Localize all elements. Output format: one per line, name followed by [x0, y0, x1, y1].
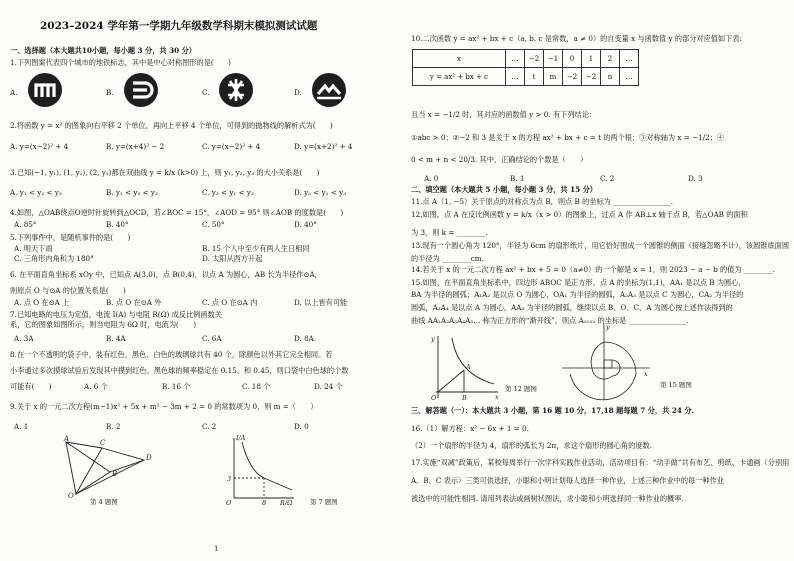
question-8-cont: 小李通过多次摸球试验后发现其中摸到红色、黑色球的频率稳定在 0.15、和 0.45，则口袋中白色球的个数: [10, 366, 349, 375]
question-8: 8.在一个不透明的袋子中，装有红色、黑色、白色的玻璃球共有 40 个，除颜色以外其它完全相同。若: [10, 350, 333, 359]
figure-15-caption: 第 15 题图: [660, 381, 692, 389]
figure-4-caption: 第 4 题图: [90, 498, 118, 506]
q5-option-c: C. 三角形内角和为 180°: [14, 254, 94, 263]
table-cell: …: [506, 68, 525, 86]
page-title: 2023–2024 学年第一学期九年级数学科期末模拟测试试题: [40, 20, 318, 32]
q5-option-a: A. 明天下雨: [14, 244, 53, 253]
q8-option-a: A. 6 个: [84, 382, 108, 391]
section-3-heading: 三、解答题（一）：本大题共 3 小题，第 16 题 10 分，17,18 题每题 7 分，共 24 分.: [411, 406, 695, 415]
table-row: [413, 68, 639, 86]
fig12-origin: O: [431, 394, 437, 402]
q1-option-a: A.: [10, 88, 18, 97]
question-7: 7.已知电路的电压为定值，电流 I(A) 与电阻 R(Ω) 成反比例函数关: [10, 310, 222, 319]
question-10-statements: ①abc > 0；②−2 和 3 是关于 x 的方程 ax² + bx + c = t 的两个根；③对称轴为 x = −1/2；④: [411, 133, 725, 142]
question-8-cont2: 可能有( ): [10, 382, 52, 391]
question-11: 11.点 A（1, −5）关于原点的对称点为点 B，则点 B 的坐标为 ________________.: [411, 197, 673, 206]
fig12-y-label: y: [431, 335, 435, 343]
table-cell: n: [601, 68, 620, 86]
question-17-cont: A、B、C 表示）三类可供选择，小聪和小明计划每人选择一种作业，上述三种作业中的每一种作业: [411, 476, 724, 485]
q3-option-a: A. y₁ < y₂ < y₃: [10, 188, 62, 197]
q3-option-d: D. y₂ < y₁ < y₃: [294, 188, 347, 197]
metro-logo-c-icon: [219, 73, 253, 107]
fig12-x-label: x: [495, 393, 499, 401]
fig4-label-a: A: [64, 435, 70, 443]
table-row: [413, 50, 639, 68]
question-2: 2.将函数 y = x² 的图象向右平移 2 个单位，再向上平移 4 个单位，可得到的抛物线的解析式为( ): [10, 121, 333, 130]
fig4-label-o: O: [68, 492, 74, 500]
figure-7-graph: [222, 434, 298, 506]
fig12-label-b: B: [462, 394, 467, 402]
q2-option-a: A. y=(x−2)² + 4: [10, 142, 69, 151]
q4-option-d: D. 40°: [294, 220, 317, 229]
fig12-label-a: A: [466, 363, 471, 371]
question-9: 9.关于 x 的一元二次方程(m−1)x² + 5x + m² − 3m + 2 = 0 的常数项为 0，则 m =（ ）: [10, 402, 318, 411]
q8-option-d: D. 24 个: [314, 382, 343, 391]
q1-option-b: B.: [106, 88, 114, 97]
q3-option-c: C. y₃ < y₁ < y₂: [202, 188, 254, 197]
fig4-label-b: B: [112, 470, 118, 478]
metro-logo-a-icon: [28, 73, 62, 107]
figure-12-graph: [428, 334, 502, 402]
table-cell: t: [525, 68, 544, 86]
q10-option-b: B. 1: [510, 174, 525, 183]
section-1-heading: 一、选择题（本大题共10小题，每小题 3 分，共 30 分）: [10, 46, 196, 55]
question-14: 14.若关于 x 的一元二次方程 ax² + bx + 5 = 0（a≠0）的一个解是 x = 1，则 2023 − a − b 的值为 ________.: [411, 265, 775, 274]
question-15: 15.如图，在平面直角坐标系中，四边形 ABOC 是正方形，点 A 的坐标为(1,1)，AA₁ 是以点 B 为圆心，: [411, 278, 746, 287]
question-17-cont2: 被选中的可能性相同. 请用列表法或画树状图法，求小聪和小明选择同一种作业的概率.: [411, 494, 684, 503]
figure-12-caption: 第 12 题图: [505, 385, 537, 393]
q9-option-d: D. 0: [294, 422, 309, 431]
q4-option-c: C. 50°: [202, 220, 225, 229]
table-cell: 1: [582, 50, 601, 68]
q5-option-b: B. 15 个人中至少有两人生日相同: [202, 244, 310, 253]
question-13: 13.现有一个圆心角为 120°，半径为 6cm 的扇形纸片，用它恰好围成一个圆锥的侧面（接缝忽略不计），该圆锥底面圆: [411, 241, 790, 250]
table-cell: m: [544, 68, 563, 86]
question-13-cont: 的半径为 ________cm.: [411, 254, 484, 263]
table-cell: …: [620, 50, 639, 68]
q9-option-a: A. 1: [14, 422, 29, 431]
fig7-origin: O: [226, 499, 232, 506]
q5-option-d: D. 太阳从西方升起: [202, 254, 263, 263]
table-cell: 0: [563, 50, 582, 68]
page-number: 1: [214, 545, 219, 553]
q7-option-d: D. 8A: [294, 334, 314, 343]
fig7-tick-3: 3: [227, 475, 232, 483]
q6-option-a: A. 点 O 在⊙A 上: [14, 298, 70, 307]
q10-option-c: C. 2: [600, 174, 615, 183]
table-cell: −2: [525, 50, 544, 68]
q2-option-c: C. y=(x−2)² + 4: [202, 142, 261, 151]
fig4-label-c: C: [100, 439, 106, 447]
question-7-cont: 系，它的图象如图所示，则当电阻为 6Ω 时，电流为( ): [10, 320, 197, 329]
q7-option-c: C. 6A: [202, 334, 222, 343]
question-17: 17.实施“双减”政策后，某校每周举行一次学科实践作业活动，活动项目有：“动手做”共有布艺、剪纸、卡通画（分别用: [411, 458, 790, 467]
table-cell: x: [413, 50, 506, 68]
q7-option-b: B. 4A: [106, 334, 126, 343]
question-10-cont: 且当 x = −1/2 时，其对应的函数值 y > 0. 有下列结论：: [411, 110, 597, 119]
q2-option-d: D. y=(x+2)² + 4: [294, 142, 353, 151]
q9-option-b: B. 2: [106, 422, 121, 431]
question-10: 10.二次函数 y = ax² + bx + c（a, b, c 是常数，a ≠ 0）的自变量 x 与函数值 y 的部分对应值如下表:: [411, 34, 742, 43]
table-cell: …: [620, 68, 639, 86]
fig7-x-label: R/Ω: [280, 499, 293, 506]
question-6: 6. 在平面直角坐标系 xOy 中，已知点 A(3,0)，点 B(0,4)，以点 A 为圆心，AB 长为半径作⊙A，: [10, 270, 322, 279]
fig15-y-label: y: [606, 323, 610, 331]
question-12: 12.如图，点 A 在反比例函数 y = k/x（x > 0）的图象上，过点 A 作 AB⊥x 轴于点 B，若△OAB 的面积: [411, 210, 748, 219]
figure-15-involute: [560, 322, 652, 402]
section-2-heading: 二、填空题（本大题共 5 小题，每小题 3 分，共 15 分）: [411, 185, 597, 194]
question-10-cont2: 0 < m + n < 20/3. 其中，正确结论的个数是（ ）: [411, 155, 588, 164]
table-cell: y = ax² + bx + c: [413, 68, 506, 86]
metro-logo-d-icon: [312, 73, 346, 107]
q10-option-a: A. 0: [424, 174, 439, 183]
q9-option-c: C. 2: [202, 422, 217, 431]
question-15-cont3: 曲线 AA₁A₂A₃A₄A₅… 称为正方形的“渐开线”，则点 A₂₀₂₃ 的坐标是 ________________.: [411, 316, 689, 325]
q4-option-a: A. 85°: [14, 220, 37, 229]
table-cell: −1: [544, 50, 563, 68]
figure-7-caption: 第 7 题图: [310, 498, 338, 506]
figure-4-triangles: [62, 434, 152, 500]
question-15-cont2: 圆弧，A₃A₄ 是以点 A 为圆心，AA₃ 为半径的圆弧，继续以点 B、O、C、A 为圆心按上述作法得到的: [411, 303, 733, 312]
q1-option-d: D.: [294, 88, 302, 97]
question-16: 16.（1）解方程：x² − 6x + 1 = 0.: [411, 424, 529, 433]
fig4-label-d: D: [146, 454, 152, 462]
q7-option-a: A. 3A: [14, 334, 34, 343]
q6-option-c: C. 点 O 在⊙A 内: [202, 298, 258, 307]
question-1: 1.下列图案代表四个城市的地铁标志，其中是中心对称图形的是( ): [10, 58, 231, 67]
q6-option-b: B. 点 O 在⊙A 外: [106, 298, 162, 307]
table-cell: −2: [582, 68, 601, 86]
question-6-cont: 则原点 O 与⊙A 的位置关系是( ): [10, 286, 126, 295]
q10-option-d: D. 3: [688, 174, 703, 183]
q2-option-b: B. y=(x+4)² − 2: [106, 142, 165, 151]
value-table: [412, 49, 639, 86]
q6-option-d: D. 以上皆有可能: [294, 298, 348, 307]
q3-option-b: B. y₁ < y₃ < y₂: [106, 188, 158, 197]
table-cell: …: [506, 50, 525, 68]
fig15-x-label: x: [644, 370, 648, 378]
question-4: 4.如图，△OAB绕点O逆时针旋转到△OCD，若∠BOC = 15°，∠AOD = 95° 则∠AOB 的度数是( ): [10, 208, 344, 217]
q8-option-c: C. 18 个: [242, 382, 271, 391]
question-3: 3.已知(−1, y₁), (1, y₂), (2, y₃)都在双曲线 y = k/x (k>0) 上，则 y₁, y₂, y₃ 的大小关系是( ): [10, 168, 320, 177]
question-15-cont: BA 为半径的圆弧；A₁A₂ 是以点 O 为圆心，OA₁ 为半径的圆弧，A₂A₃ 是以点 C 为圆心，CA₂ 为半径的: [411, 290, 744, 299]
q4-option-b: B. 40°: [106, 220, 129, 229]
question-12-cont: 为 3，则 k = ________.: [411, 228, 488, 237]
fig7-y-label: I/A: [236, 434, 246, 442]
table-cell: −2: [563, 68, 582, 86]
table-cell: 2: [601, 50, 620, 68]
q8-option-b: B. 16 个: [162, 382, 191, 391]
question-16-part-2: （2）一个扇形的半径为 4，扇形的弧长为 2π，求这个扇形的圆心角的度数.: [411, 441, 652, 450]
question-5: 5.下列事件中，是随机事件的是( ): [10, 233, 131, 242]
fig7-tick-8: 8: [262, 499, 267, 506]
metro-logo-b-icon: [124, 73, 158, 107]
q1-option-c: C.: [202, 88, 210, 97]
